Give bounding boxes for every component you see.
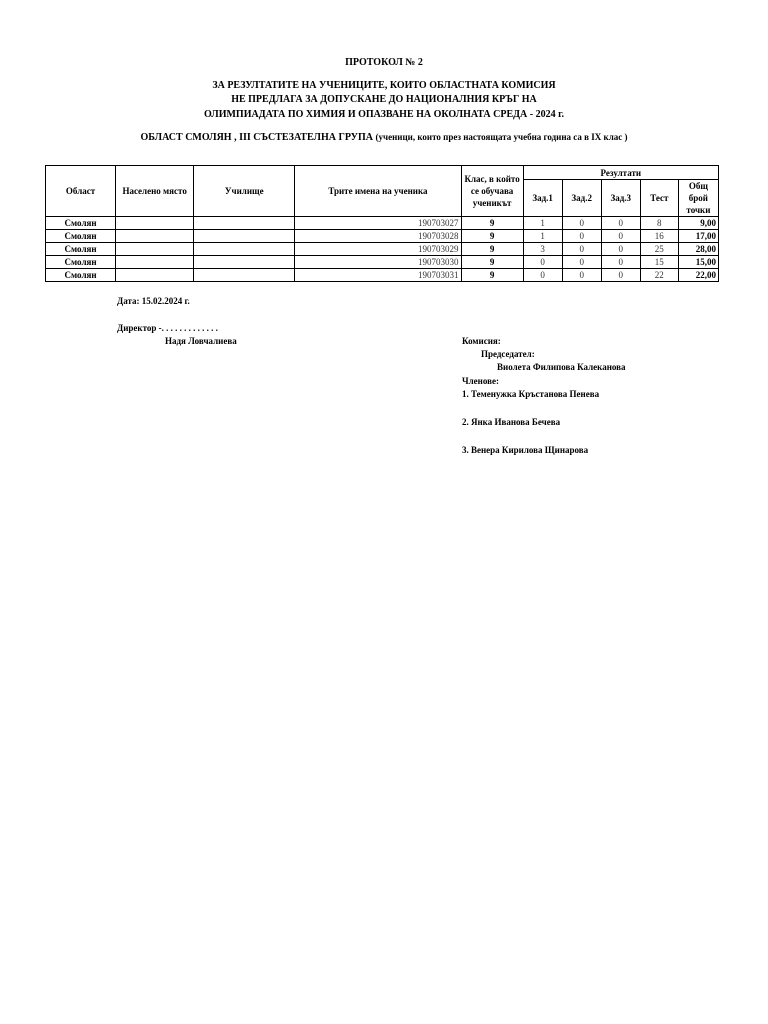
cell-region: Смолян [46,230,116,243]
cell-test: 15 [640,256,678,269]
cell-school [194,243,295,256]
cell-task-2: 0 [562,256,601,269]
cell-task-3: 0 [601,230,640,243]
chair-label: Председател: [481,349,535,359]
cell-total: 28,00 [678,243,718,256]
director-name: Надя Ловчалиева [165,336,237,346]
header-town: Населено място [116,166,194,217]
member-1: 1. Теменужка Кръстанова Пенева [462,389,600,399]
cell-town [116,217,194,230]
cell-task-2: 0 [562,269,601,282]
header-total: Общ брой точки [678,180,718,217]
header-results: Резултати [523,166,718,180]
cell-student-id: 190703028 [295,230,461,243]
cell-test: 25 [640,243,678,256]
protocol-date: Дата: 15.02.2024 г. [117,296,190,306]
cell-task-3: 0 [601,256,640,269]
member-3: 3. Венера Кирилова Щинарова [462,445,589,455]
cell-region: Смолян [46,243,116,256]
cell-student-id: 190703031 [295,269,461,282]
cell-test: 16 [640,230,678,243]
cell-student-id: 190703027 [295,217,461,230]
cell-task-2: 0 [562,230,601,243]
cell-class: 9 [461,230,523,243]
region-group-label: ОБЛАСТ СМОЛЯН , III СЪСТЕЗАТЕЛНА ГРУПА [140,132,374,143]
cell-class: 9 [461,217,523,230]
cell-task-2: 0 [562,217,601,230]
cell-school [194,256,295,269]
results-table [45,165,719,282]
cell-town [116,243,194,256]
cell-region: Смолян [46,269,116,282]
header-test: Тест [640,180,678,217]
cell-total: 17,00 [678,230,718,243]
cell-class: 9 [461,243,523,256]
cell-task-1: 0 [523,269,562,282]
subtitle-line-2: НЕ ПРЕДЛАГА ЗА ДОПУСКАНЕ ДО НАЦИОНАЛНИЯ КРЪГ НА [231,94,537,105]
director-signature-line: Директор -. . . . . . . . . . . . . [117,323,218,333]
table-row [46,269,719,282]
cell-test: 8 [640,217,678,230]
cell-task-1: 3 [523,243,562,256]
cell-school [194,269,295,282]
cell-town [116,269,194,282]
table-row [46,256,719,269]
cell-task-3: 0 [601,243,640,256]
subtitle-line-1: ЗА РЕЗУЛТАТИТЕ НА УЧЕНИЦИТЕ, КОИТО ОБЛАСТНАТА КОМИСИЯ [212,80,556,91]
cell-task-1: 0 [523,256,562,269]
header-task-1: Зад.1 [523,180,562,217]
cell-school [194,217,295,230]
table-row [46,230,719,243]
cell-test: 22 [640,269,678,282]
cell-total: 22,00 [678,269,718,282]
cell-total: 15,00 [678,256,718,269]
cell-region: Смолян [46,256,116,269]
header-region: Област [46,166,116,217]
region-group-note: (ученици, които през настоящата учебна година са в IX клас ) [375,132,628,142]
cell-task-3: 0 [601,217,640,230]
header-task-3: Зад.3 [601,180,640,217]
chair-name: Виолета Филипова Калеканова [497,362,626,372]
cell-task-1: 1 [523,217,562,230]
cell-town [116,230,194,243]
cell-class: 9 [461,256,523,269]
header-student-name: Трите имена на ученика [295,166,461,217]
cell-student-id: 190703029 [295,243,461,256]
protocol-title: ПРОТОКОЛ № 2 [345,57,423,68]
cell-task-3: 0 [601,269,640,282]
cell-total: 9,00 [678,217,718,230]
header-class: Клас, в който се обучава ученикът [461,166,523,217]
table-row [46,217,719,230]
cell-student-id: 190703030 [295,256,461,269]
cell-school [194,230,295,243]
header-task-2: Зад.2 [562,180,601,217]
member-2: 2. Янка Иванова Бечева [462,417,561,427]
header-school: Училище [194,166,295,217]
cell-region: Смолян [46,217,116,230]
cell-class: 9 [461,269,523,282]
subtitle-line-3: ОЛИМПИАДАТА ПО ХИМИЯ И ОПАЗВАНЕ НА ОКОЛНАТА СРЕДА - 2024 г. [203,109,564,120]
members-label: Членове: [462,376,499,386]
region-group-line [0,132,768,143]
commission-label: Комисия: [462,336,501,346]
cell-town [116,256,194,269]
cell-task-1: 1 [523,230,562,243]
cell-task-2: 0 [562,243,601,256]
table-row [46,243,719,256]
